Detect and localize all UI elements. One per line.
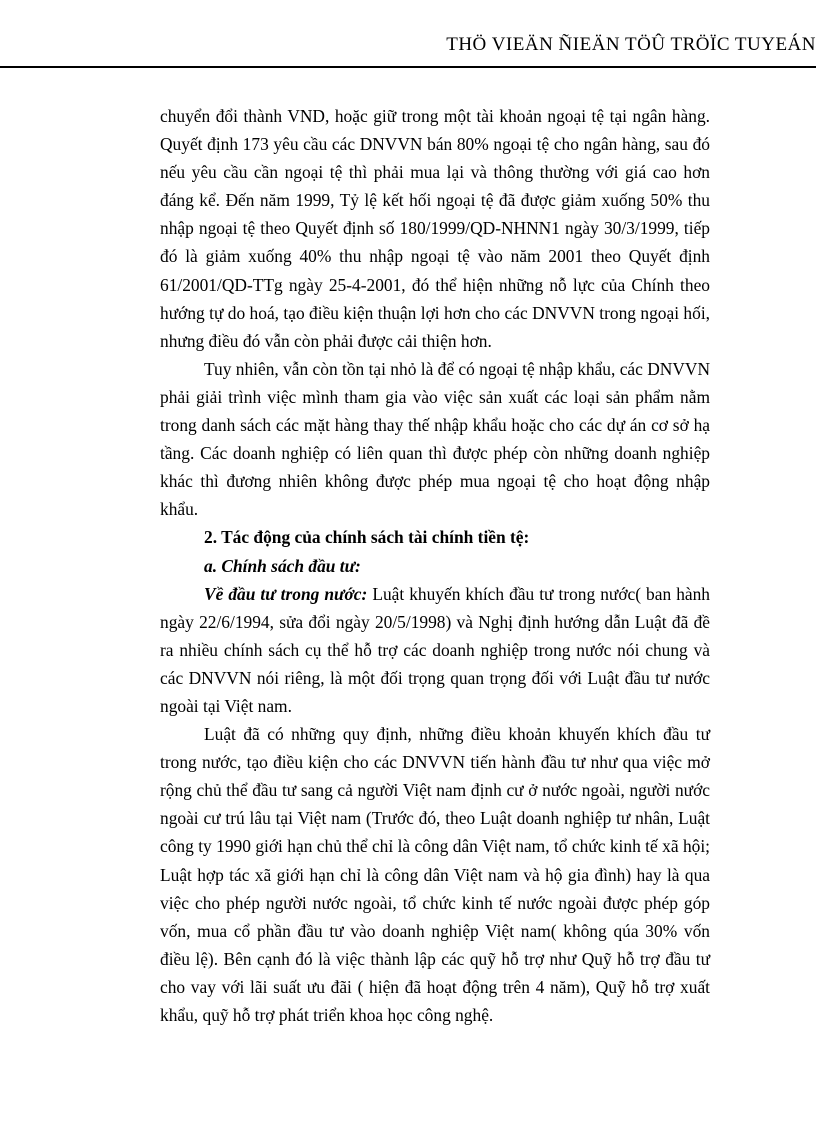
- paragraph-1: chuyển đổi thành VND, hoặc giữ trong một tài khoản ngoại tệ tại ngân hàng. Quyết định 173 yêu cầu các DNVVN bán 80% ngoại tệ cho ngân hàng, sau đó nếu yêu cầu cần ngoại tệ thì phải mua lại và thông thường với giá cao hơn đáng kể. Đến năm 1999, Tỷ lệ kết hối ngoại tệ đã được giảm xuống 50% thu nhập ngoại tệ theo Quyết định số 180/1999/QD-NHNN1 ngày 30/3/1999, tiếp đó là giảm xuống 40% thu nhập ngoại tệ vào năm 2001 theo Quyết định 61/2001/QD-TTg ngày 25-4-2001, đó thể hiện những nỗ lực của Chính theo hướng tự do hoá, tạo điều kiện thuận lợi hơn cho các DNVVN trong ngoại hối, nhưng điều đó vẫn còn phải được cải thiện hơn.: [160, 106, 710, 351]
- section-heading-2: 2. Tác động của chính sách tài chính tiền tệ:: [204, 527, 530, 548]
- paragraph-2: Tuy nhiên, vẫn còn tồn tại nhỏ là để có ngoại tệ nhập khẩu, các DNVVN phải giải trình việc mình tham gia vào việc sản xuất các loại sản phẩm nằm trong danh sách các mặt hàng thay thế nhập khẩu hoặc cho các dự án cơ sở hạ tầng. Các doanh nghiệp có liên quan thì được phép còn những doanh nghiệp khác thì đương nhiên không được phép mua ngoại tệ cho hoạt động nhập khẩu.: [160, 358, 710, 520]
- paragraph-3: [160, 580, 710, 720]
- paragraph-3-text: Luật khuyến khích đầu tư trong nước( ban hành ngày 22/6/1994, sửa đổi ngày 20/5/1998) và Nghị định hướng dẫn Luật đã đề ra nhiều chính sách cụ thể hỗ trợ các doanh nghiệp trong nước nói chung và các DNVVN nói riêng, là một đối trọng quan trọng đối với Luật đầu tư nước ngoài tại Việt nam.: [160, 583, 710, 716]
- page-header-title: THÖ VIEÄN ÑIEÄN TÖÛ TRÖÏC TUYEÁN: [446, 34, 816, 55]
- paragraph-3-lead: Về đầu tư trong nước:: [204, 583, 368, 604]
- paragraph-4: Luật đã có những quy định, những điều khoản khuyến khích đầu tư trong nước, tạo điều kiện cho các DNVVN tiến hành đầu tư như qua việc mở rộng chủ thể đầu tư sang cả người Việt nam định cư ở nước ngoài, người nước ngoài cư trú lâu tại Việt nam (Trước đó, theo Luật doanh nghiệp tư nhân, Luật công ty 1990 giới hạn chủ thể chỉ là công dân Việt nam, tổ chức kinh tế xã hội; Luật hợp tác xã giới hạn chỉ là công dân Việt nam và hộ gia đình) hay là qua việc cho phép người nước ngoài, tổ chức kinh tế nước ngoài được phép góp vốn, mua cổ phần đầu tư vào doanh nghiệp Việt nam( không qúa 30% vốn điều lệ). Bên cạnh đó là việc thành lập các quỹ hỗ trợ như Quỹ hỗ trợ đầu tư cho vay với lãi suất ưu đãi ( hiện đã hoạt động trên 4 năm), Quỹ hỗ trợ xuất khẩu, quỹ hỗ trợ phát triển khoa học công nghệ.: [160, 724, 710, 1025]
- header-divider: [0, 66, 816, 68]
- document-body: [160, 102, 710, 1029]
- subsection-heading-a: a. Chính sách đầu tư:: [204, 555, 361, 576]
